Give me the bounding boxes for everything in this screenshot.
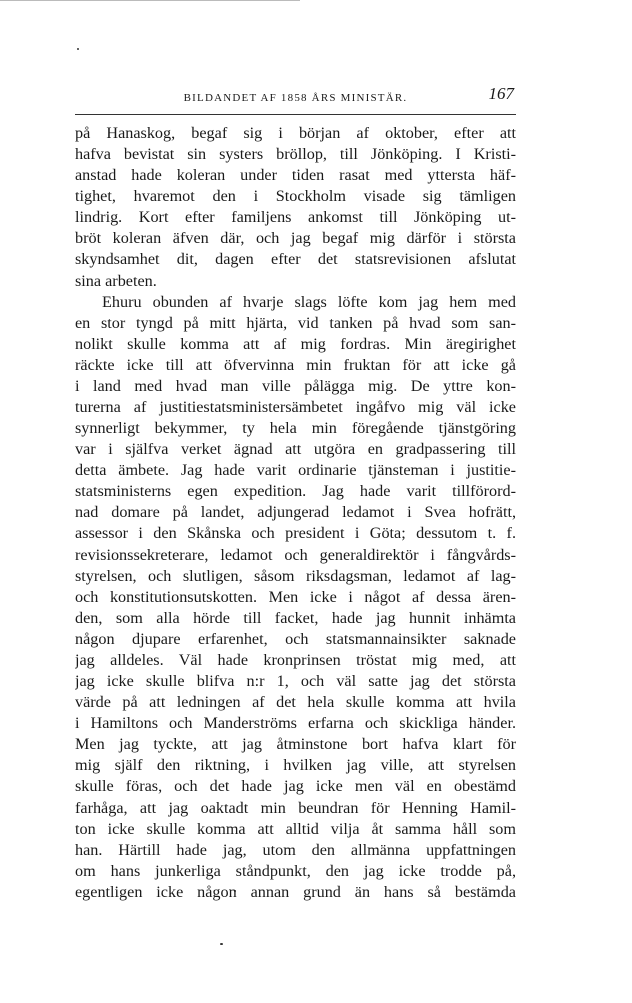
- page-number: 167: [488, 84, 514, 103]
- text-line: i Hamiltons och Manderströms erfarna och skickliga händer.: [75, 714, 516, 733]
- running-head: BILDANDET AF 1858 ÅRS MINISTÄR.: [183, 92, 408, 104]
- text-line: statsministerns egen expedition. Jag hade varit tillförord-: [75, 482, 516, 501]
- page-header: [75, 84, 516, 108]
- text-line: nolikt skulle komma att af mig fordras. Min äregirighet: [75, 334, 516, 353]
- text-line: skyndsamhet dit, dagen efter det statsrevisionen afslutat: [75, 250, 516, 269]
- text-line: Ehuru obunden af hvarje slags löfte kom jag hem med: [102, 292, 516, 311]
- text-line: styrelsen, och slutligen, såsom riksdagsman, ledamot af lag-: [75, 566, 516, 585]
- text-line: räckte icke till att öfvervinna min fruktan för att icke gå: [75, 355, 516, 374]
- text-line: var i själfva verket ägnad att utgöra en gradpassering till: [75, 440, 516, 459]
- text-line: jag icke skulle blifva n:r 1, och väl satte jag det största: [75, 672, 516, 691]
- paper-speck: [77, 48, 79, 50]
- text-line: revisionssekreterare, ledamot och generaldirektör i fångvårds-: [75, 545, 516, 564]
- body-text: [75, 123, 516, 903]
- text-line: han. Härtill hade jag, utom den allmänna uppfattningen: [75, 840, 516, 859]
- text-line: värde på att ledningen af det hela skulle komma att hvila: [75, 693, 516, 712]
- text-line: egentligen icke någon annan grund än hans så bestämda: [75, 882, 516, 901]
- text-line: jag alldeles. Väl hade kronprinsen tröstat mig med, att: [75, 650, 516, 669]
- text-line: lindrig. Kort efter familjens ankomst till Jönköping ut-: [75, 208, 516, 227]
- text-line: om hans junkerliga ståndpunkt, den jag icke trodde på,: [75, 861, 516, 880]
- text-line: anstad hade koleran under tiden rasat med yttersta häf-: [75, 166, 516, 185]
- text-line: turerna af justitiestatsministersämbetet ingåfvo mig väl icke: [75, 398, 516, 417]
- text-line: i land med hvad man ville pålägga mig. De yttre kon-: [75, 376, 516, 395]
- text-line: på Hanaskog, begaf sig i början af oktober, efter att: [75, 124, 516, 142]
- text-line: ton icke skulle komma att alltid vilja åt samma håll som: [75, 819, 516, 838]
- text-line: tighet, hvaremot den i Stockholm visade sig tämligen: [75, 187, 516, 206]
- text-line: någon djupare erfarenhet, och statsmannainsikter saknade: [75, 629, 516, 648]
- header-rule: [75, 114, 516, 115]
- text-line: den, som alla hörde till facket, hade jag hunnit inhämta: [75, 608, 516, 627]
- text-line: sina arbeten.: [75, 271, 157, 290]
- text-line: farhåga, att jag oaktadt min beundran för Henning Hamil-: [75, 798, 516, 817]
- text-line: detta ämbete. Jag hade varit ordinarie tjänsteman i justitie-: [75, 461, 516, 480]
- text-line: och konstitutionsutskotten. Men icke i något af dessa ären-: [75, 587, 516, 606]
- text-line: synnerligt bekymmer, ty hela min föregående tjänstgöring: [75, 419, 516, 438]
- text-line: bröt koleran äfven där, och jag begaf mig därför i största: [75, 229, 516, 248]
- text-line: mig själf den riktning, i hvilken jag ville, att styrelsen: [75, 756, 516, 775]
- text-line: en stor tyngd på mitt hjärta, vid tanken på hvad som san-: [75, 313, 516, 332]
- text-line: skulle föras, och det hade jag icke men väl en obestämd: [75, 777, 516, 796]
- text-line: hafva bevistat sin systers bröllop, till Jönköping. I Kristi-: [75, 145, 516, 164]
- page-edge-rule: [0, 0, 300, 1]
- text-line: Men jag tyckte, att jag åtminstone bort hafva klart för: [75, 735, 516, 754]
- paper-speck: [220, 943, 223, 945]
- text-line: assessor i den Skånska och president i Göta; dessutom t. f.: [75, 524, 516, 543]
- text-line: nad domare på landet, adjungerad ledamot i Svea hofrätt,: [75, 503, 516, 522]
